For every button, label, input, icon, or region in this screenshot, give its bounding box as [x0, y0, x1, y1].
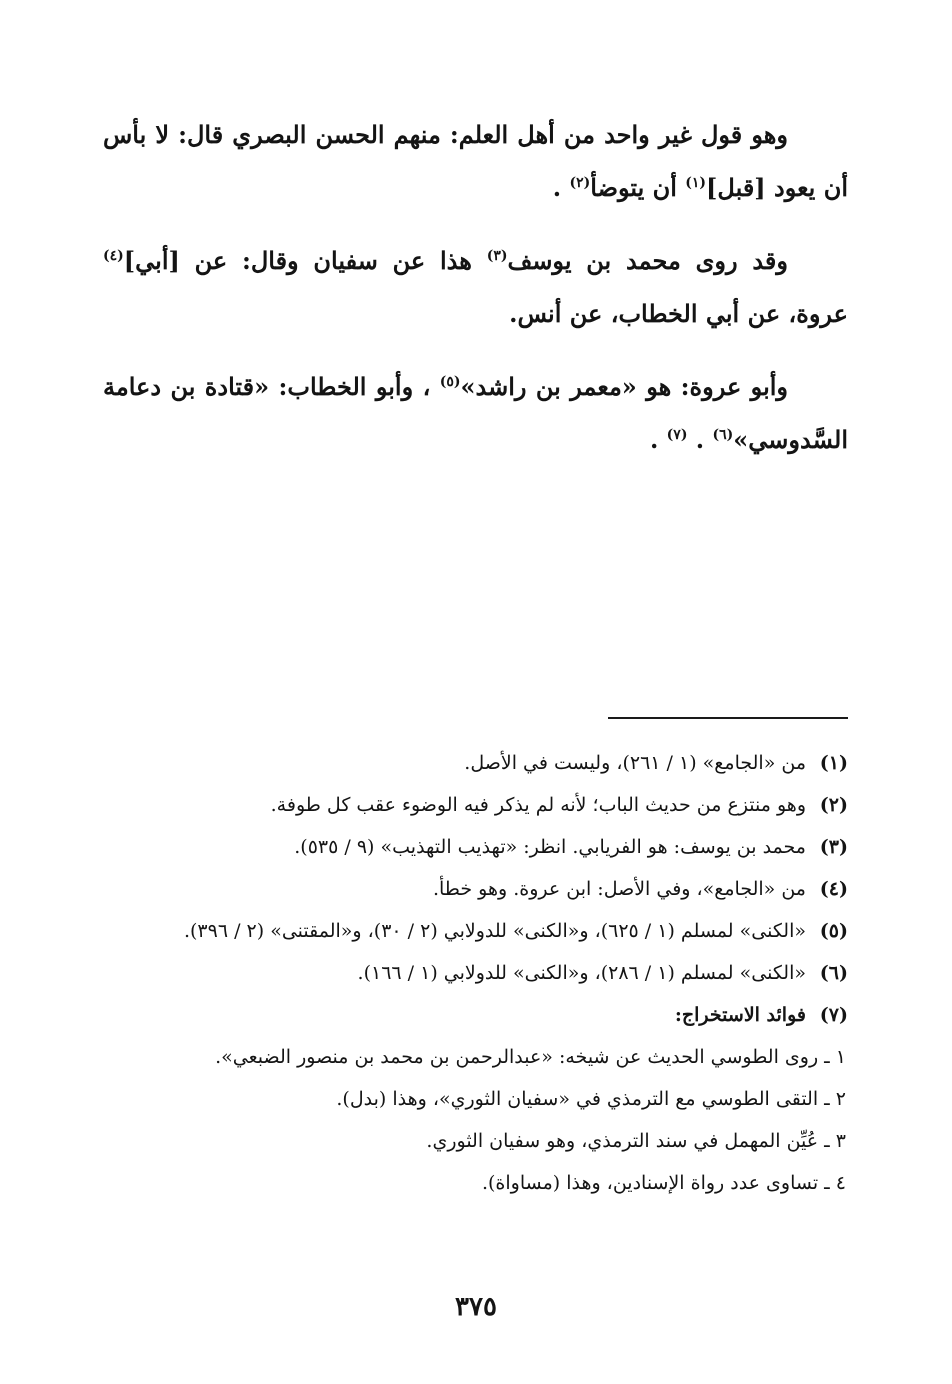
footnote-ref-1: (١) — [685, 175, 707, 191]
footnote-1 — [103, 742, 848, 784]
paragraph-text: ، وأبو الخطاب: «قتادة بن دعامة السَّدوسي» — [103, 372, 848, 454]
main-text — [103, 108, 848, 486]
footnote-ref-6: (٦) — [712, 427, 734, 443]
paragraph-text: وقد روى محمد بن يوسف — [507, 246, 788, 275]
footnote-number: (١) — [819, 752, 848, 774]
paragraph-text: هذا عن سفيان وقال: عن [أبي] — [123, 246, 487, 275]
footnote-separator — [608, 717, 848, 719]
paragraph-1 — [103, 108, 848, 214]
footnote-number: (٥) — [819, 920, 848, 942]
footnotes — [103, 742, 848, 1204]
footnote-text: محمد بن يوسف: هو الفريابي. انظر: «تهذيب التهذيب» (٩ / ٥٣٥). — [294, 836, 806, 858]
footnote-5 — [103, 910, 848, 952]
paragraph-text: . — [649, 425, 667, 454]
footnote-number: (٤) — [819, 878, 848, 900]
footnote-text: «الكنى» لمسلم (١ / ٦٢٥)، و«الكنى» للدولابي (٢ / ٣٠)، و«المقتنى» (٢ / ٣٩٦). — [183, 920, 806, 942]
footnote-ref-7: (٧) — [666, 427, 688, 443]
benefit-item-1: ١ ـ روى الطوسي الحديث عن شيخه: «عبدالرحمن بن محمد بن منصور الضبعي». — [215, 1046, 846, 1068]
footnote-text: من «الجامع»، وفي الأصل: ابن عروة. وهو خطأ. — [432, 878, 806, 900]
footnote-7 — [103, 994, 848, 1036]
footnote-number: (٧) — [819, 1004, 848, 1026]
benefit-item-2: ٢ ـ التقى الطوسي مع الترمذي في «سفيان الثوري»، وهذا (بدل). — [336, 1088, 846, 1110]
footnote-3 — [103, 826, 848, 868]
paragraph-text: عروة، عن أبي الخطاب، عن أنس. — [509, 299, 848, 328]
benefit-item-3: ٣ ـ عُيِّن المهمل في سند الترمذي، وهو سفيان الثوري. — [426, 1130, 846, 1152]
footnote-4 — [103, 868, 848, 910]
footnote-number: (٢) — [819, 794, 848, 816]
footnote-text: وهو منتزع من حديث الباب؛ لأنه لم يذكر فيه الوضوء عقب كل طوفة. — [270, 794, 806, 816]
footnote-ref-5: (٥) — [439, 374, 461, 390]
footnote-number: (٦) — [819, 962, 848, 984]
footnote-text: «الكنى» لمسلم (١ / ٢٨٦)، و«الكنى» للدولابي (١ / ١٦٦). — [357, 962, 806, 984]
footnote-6 — [103, 952, 848, 994]
footnote-heading: فوائد الاستخراج: — [674, 1004, 806, 1026]
paragraph-text: أن يتوضأ — [590, 173, 686, 202]
paragraph-text: وأبو عروة: هو «معمر بن راشد» — [460, 372, 789, 401]
footnote-2 — [103, 784, 848, 826]
benefit-item-4: ٤ ـ تساوى عدد رواة الإسنادين، وهذا (مساواة). — [481, 1172, 846, 1194]
footnote-ref-2: (٢) — [569, 175, 591, 191]
footnote-text: من «الجامع» (١ / ٢٦١)، وليست في الأصل. — [464, 752, 806, 774]
paragraph-text: . — [687, 425, 713, 454]
paragraph-text: . — [552, 173, 570, 202]
paragraph-text: وهو قول غير واحد من أهل العلم: منهم الحسن البصري قال: لا بأس أن يعود [قبل] — [103, 120, 848, 202]
paragraph-3 — [103, 360, 848, 466]
paragraph-2 — [103, 234, 848, 340]
footnote-ref-3: (٣) — [486, 248, 508, 264]
page-number: ٣٧٥ — [455, 1292, 497, 1322]
footnote-ref-4: (٤) — [103, 248, 124, 264]
footnote-number: (٣) — [819, 836, 848, 858]
